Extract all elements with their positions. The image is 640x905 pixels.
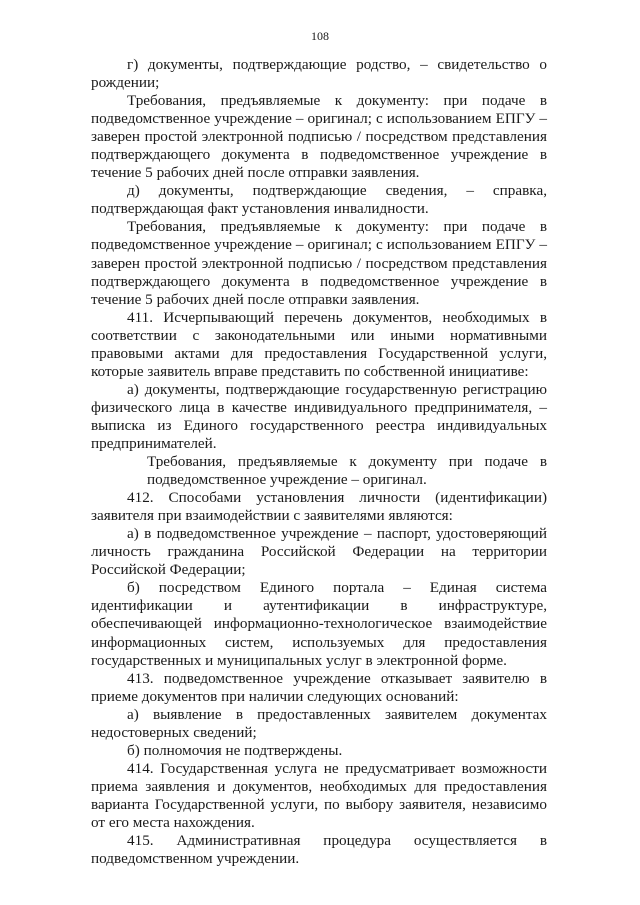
paragraph-412-b: б) посредством Единого портала – Единая система идентификации и аутентификации в инфраструктуре, обеспечивающей информационно-технологическое взаимодействие информационных систем, используемых для предоставления государственных и муниципальных услуг в электронной форме. xyxy=(91,579,547,669)
paragraph-413-b: б) полномочия не подтверждены. xyxy=(127,741,343,759)
paragraph-requirements-1: Требования, предъявляемые к документу: при подаче в подведомственное учреждение – оригинал; с использованием ЕПГУ – заверен простой электронной подписью / посредством представления подтверждающего документа в подведомственное учреждение в течение 5 рабочих дней после отправки заявления. xyxy=(91,92,547,182)
paragraph-g-documents-kinship: г) документы, подтверждающие родство, – свидетельство о рождении; xyxy=(91,56,547,92)
paragraph-412: 412. Способами установления личности (идентификации) заявителя при взаимодействии с заявителями являются: xyxy=(91,489,547,525)
paragraph-requirements-3: Требования, предъявляемые к документу при подаче в подведомственное учреждение – оригинал. xyxy=(147,453,547,489)
paragraph-414: 414. Государственная услуга не предусматривает возможности приема заявления и документов, необходимых для предоставления варианта Государственной услуги, по выбору заявителя, независимо от его места нахождения. xyxy=(91,759,547,831)
paragraph-415: 415. Административная процедура осуществляется в подведомственном учреждении. xyxy=(91,832,547,868)
paragraph-411: 411. Исчерпывающий перечень документов, необходимых в соответствии с законодательными или иными нормативными правовыми актами для предоставления Государственной услуги, которые заявитель вправе представить по собственной инициативе: xyxy=(91,308,547,380)
paragraph-413: 413. подведомственное учреждение отказывает заявителю в приеме документов при наличии следующих оснований: xyxy=(91,669,547,705)
paragraph-413-a: а) выявление в предоставленных заявителем документах недостоверных сведений; xyxy=(91,705,547,741)
paragraph-requirements-2: Требования, предъявляемые к документу: при подаче в подведомственное учреждение – оригинал; с использованием ЕПГУ – заверен простой электронной подписью / посредством представления подтверждающего документа в подведомственное учреждение в течение 5 рабочих дней после отправки заявления. xyxy=(91,218,547,308)
paragraph-412-a: а) в подведомственное учреждение – паспорт, удостоверяющий личность гражданина Российской Федерации на территории Российской Федерации; xyxy=(91,525,547,579)
paragraph-411-a: а) документы, подтверждающие государственную регистрацию физического лица в качестве индивидуального предпринимателя, – выписка из Единого государственного реестра индивидуальных предпринимателей. xyxy=(91,380,547,452)
document-body xyxy=(91,56,547,868)
paragraph-d-documents-disability: д) документы, подтверждающие сведения, – справка, подтверждающая факт установления инвалидности. xyxy=(91,182,547,218)
page-number: 108 xyxy=(311,29,329,43)
